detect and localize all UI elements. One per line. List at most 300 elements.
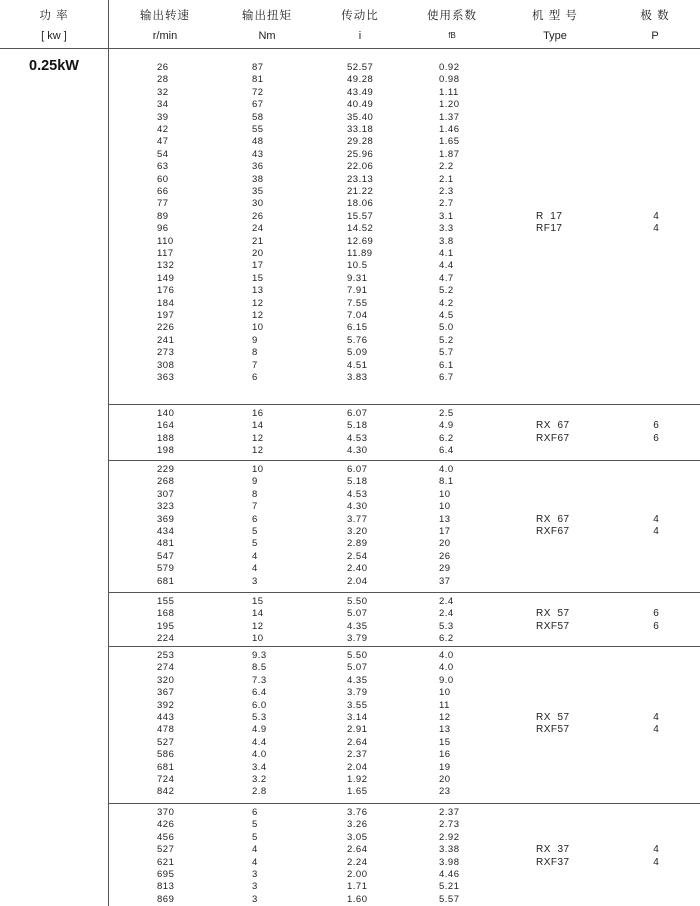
torque-cell: 35 [252, 186, 264, 197]
torque-cell: 4.9 [252, 724, 267, 736]
speed-cell: 168 [157, 608, 175, 620]
torque-cell: 43 [252, 148, 264, 160]
speed-cell: 184 [157, 297, 175, 309]
ratio-cell: 4.53 [347, 488, 368, 500]
header-ratio-title: 传动比 [341, 10, 379, 22]
factor-cell: 6.1 [439, 359, 454, 371]
speed-cell: 32 [157, 86, 169, 98]
ratio-cell: 43.49 [347, 86, 374, 98]
torque-cell: 5 [252, 526, 258, 537]
factor-cell: 2.7 [439, 198, 454, 210]
torque-cell: 67 [252, 99, 264, 111]
ratio-cell: 2.54 [347, 550, 368, 562]
ratio-cell: 25.96 [347, 148, 374, 160]
ratio-cell: 3.05 [347, 831, 368, 843]
torque-cell: 72 [252, 86, 264, 98]
torque-cell: 4 [252, 856, 258, 868]
speed-cell: 26 [157, 62, 169, 73]
ratio-cell: 2.91 [347, 724, 368, 736]
torque-cell: 3 [252, 869, 258, 880]
torque-cell: 3 [252, 881, 258, 893]
torque-cell: 3 [252, 893, 258, 905]
speed-cell: 60 [157, 173, 169, 185]
torque-cell: 36 [252, 161, 264, 173]
factor-cell: 13 [439, 724, 451, 736]
torque-cell: 4.4 [252, 736, 267, 748]
factor-cell: 4.0 [439, 662, 454, 674]
header-poles [620, 0, 690, 48]
factor-cell: 17 [439, 526, 451, 537]
type-label: RX 57 [536, 608, 570, 620]
factor-cell: 8.1 [439, 476, 454, 488]
speed-cell: 547 [157, 550, 175, 562]
factor-cell: 2.92 [439, 831, 460, 843]
pole-label: 4 [653, 856, 659, 868]
factor-cell: 1.46 [439, 124, 460, 135]
factor-cell: 4.5 [439, 310, 454, 321]
speed-cell: 155 [157, 596, 175, 607]
factor-cell: 16 [439, 749, 451, 761]
speed-cell: 132 [157, 260, 175, 272]
ratio-cell: 4.35 [347, 620, 368, 632]
ratio-cell: 35.40 [347, 111, 374, 123]
factor-cell: 1.37 [439, 111, 460, 123]
speed-cell: 307 [157, 488, 175, 500]
ratio-cell: 52.57 [347, 62, 374, 73]
ratio-cell: 5.50 [347, 596, 368, 607]
torque-cell: 12 [252, 445, 264, 457]
speed-cell: 434 [157, 526, 175, 537]
header-power-unit: [ kw ] [41, 30, 67, 42]
ratio-cell: 9.31 [347, 272, 368, 284]
factor-cell: 5.0 [439, 322, 454, 334]
factor-cell: 10 [439, 687, 451, 699]
ratio-cell: 2.40 [347, 563, 368, 575]
speed-cell: 367 [157, 687, 175, 699]
torque-cell: 3 [252, 575, 258, 587]
speed-cell: 241 [157, 334, 175, 346]
type-label: RX 67 [536, 420, 570, 432]
header-speed-title: 输出转速 [140, 10, 190, 22]
header-divider [0, 48, 700, 49]
ratio-cell: 12.69 [347, 235, 374, 247]
torque-cell: 10 [252, 633, 264, 645]
speed-cell: 176 [157, 285, 175, 297]
speed-cell: 47 [157, 136, 169, 148]
factor-cell: 10 [439, 501, 451, 513]
factor-cell: 0.98 [439, 74, 460, 86]
factor-cell: 10 [439, 488, 451, 500]
ratio-cell: 7.04 [347, 310, 368, 321]
factor-cell: 1.20 [439, 99, 460, 111]
type-label: RXF67 [536, 526, 570, 537]
torque-cell: 5 [252, 819, 258, 831]
pole-label: 4 [653, 526, 659, 537]
speed-cell: 813 [157, 881, 175, 893]
pole-label: 6 [653, 432, 659, 444]
speed-cell: 96 [157, 223, 169, 235]
ratio-cell: 6.07 [347, 408, 368, 419]
type-label: RXF57 [536, 724, 570, 736]
ratio-cell: 4.51 [347, 359, 368, 371]
factor-cell: 15 [439, 736, 451, 748]
factor-cell: 1.65 [439, 136, 460, 148]
speed-cell: 478 [157, 724, 175, 736]
torque-cell: 10 [252, 464, 264, 475]
speed-cell: 164 [157, 420, 175, 432]
pole-label: 6 [653, 608, 659, 620]
ratio-cell: 33.18 [347, 124, 374, 135]
ratio-cell: 40.49 [347, 99, 374, 111]
torque-cell: 7.3 [252, 674, 267, 686]
speed-cell: 149 [157, 272, 175, 284]
ratio-cell: 5.76 [347, 334, 368, 346]
header-type [515, 0, 595, 48]
group-divider [108, 803, 700, 804]
type-label: RF17 [536, 223, 563, 235]
torque-cell: 12 [252, 297, 264, 309]
ratio-cell: 14.52 [347, 223, 374, 235]
ratio-cell: 7.91 [347, 285, 368, 297]
header-speed [125, 0, 205, 48]
factor-cell: 29 [439, 563, 451, 575]
speed-cell: 426 [157, 819, 175, 831]
group-divider [108, 404, 700, 405]
torque-cell: 6 [252, 807, 258, 818]
torque-cell: 38 [252, 173, 264, 185]
speed-cell: 268 [157, 476, 175, 488]
speed-cell: 363 [157, 372, 175, 383]
factor-cell: 3.38 [439, 844, 460, 856]
ratio-cell: 22.06 [347, 161, 374, 173]
speed-cell: 724 [157, 774, 175, 785]
ratio-cell: 6.15 [347, 322, 368, 334]
torque-cell: 3.2 [252, 774, 267, 785]
speed-cell: 77 [157, 198, 169, 210]
factor-cell: 1.11 [439, 86, 459, 98]
factor-cell: 6.2 [439, 432, 454, 444]
ratio-cell: 3.79 [347, 633, 368, 645]
torque-cell: 6 [252, 372, 258, 383]
torque-cell: 4 [252, 563, 258, 575]
type-label: RX 57 [536, 711, 570, 723]
ratio-cell: 4.30 [347, 501, 368, 513]
ratio-cell: 5.07 [347, 662, 368, 674]
ratio-cell: 5.18 [347, 476, 368, 488]
factor-cell: 5.21 [439, 881, 460, 893]
speed-cell: 34 [157, 99, 169, 111]
pole-label: 4 [653, 513, 659, 525]
torque-cell: 14 [252, 608, 264, 620]
torque-cell: 15 [252, 596, 264, 607]
group-divider [108, 460, 700, 461]
speed-cell: 323 [157, 501, 175, 513]
factor-cell: 5.57 [439, 893, 460, 905]
speed-cell: 273 [157, 347, 175, 359]
type-label: RX 67 [536, 513, 570, 525]
header-ratio [320, 0, 400, 48]
factor-cell: 9.0 [439, 674, 454, 686]
speed-cell: 681 [157, 761, 175, 773]
pole-label: 4 [653, 844, 659, 856]
header-ratio-unit: i [358, 30, 362, 42]
torque-cell: 6.4 [252, 687, 267, 699]
ratio-cell: 3.79 [347, 687, 368, 699]
power-column-divider [108, 0, 109, 906]
factor-cell: 2.4 [439, 596, 454, 607]
type-label: R 17 [536, 210, 563, 222]
ratio-cell: 3.14 [347, 712, 368, 723]
speed-cell: 224 [157, 633, 175, 645]
factor-cell: 4.0 [439, 650, 454, 661]
torque-cell: 5 [252, 538, 258, 550]
speed-cell: 579 [157, 563, 175, 575]
torque-cell: 12 [252, 620, 264, 632]
speed-cell: 42 [157, 124, 169, 135]
torque-cell: 58 [252, 111, 264, 123]
torque-cell: 9 [252, 476, 258, 488]
factor-cell: 20 [439, 774, 451, 785]
torque-cell: 5.3 [252, 712, 267, 723]
header-factor-title: 使用系数 [427, 10, 477, 22]
torque-cell: 4 [252, 844, 258, 856]
factor-cell: 3.8 [439, 235, 454, 247]
speed-cell: 253 [157, 650, 175, 661]
ratio-cell: 1.92 [347, 774, 368, 785]
speed-cell: 456 [157, 831, 175, 843]
factor-cell: 12 [439, 712, 451, 723]
speed-cell: 66 [157, 186, 169, 197]
factor-cell: 2.73 [439, 819, 460, 831]
type-label: RXF67 [536, 432, 570, 444]
speed-cell: 63 [157, 161, 169, 173]
factor-cell: 4.46 [439, 869, 460, 880]
ratio-cell: 23.13 [347, 173, 374, 185]
factor-cell: 4.9 [439, 420, 454, 432]
ratio-cell: 5.18 [347, 420, 368, 432]
factor-cell: 5.3 [439, 620, 454, 632]
type-label: RXF37 [536, 856, 570, 868]
torque-cell: 15 [252, 272, 264, 284]
speed-cell: 195 [157, 620, 175, 632]
factor-cell: 2.37 [439, 807, 460, 818]
ratio-cell: 6.07 [347, 464, 368, 475]
factor-cell: 6.4 [439, 445, 454, 457]
torque-cell: 4 [252, 550, 258, 562]
ratio-cell: 3.77 [347, 513, 368, 525]
torque-cell: 7 [252, 501, 258, 513]
speed-cell: 527 [157, 844, 175, 856]
torque-cell: 24 [252, 223, 264, 235]
factor-cell: 19 [439, 761, 451, 773]
pole-label: 4 [653, 210, 659, 222]
ratio-cell: 2.64 [347, 736, 368, 748]
pole-label: 4 [653, 711, 659, 723]
ratio-cell: 5.07 [347, 608, 368, 620]
speed-cell: 621 [157, 856, 175, 868]
torque-cell: 20 [252, 248, 264, 259]
factor-cell: 3.1 [439, 210, 454, 222]
factor-cell: 3.3 [439, 223, 454, 235]
torque-cell: 6.0 [252, 699, 267, 711]
torque-cell: 14 [252, 420, 264, 432]
ratio-cell: 15.57 [347, 210, 374, 222]
speed-cell: 527 [157, 736, 175, 748]
factor-cell: 5.2 [439, 285, 454, 297]
speed-cell: 370 [157, 807, 175, 818]
header-power-title: 功 率 [39, 10, 69, 22]
speed-cell: 274 [157, 662, 175, 674]
speed-cell: 842 [157, 786, 175, 798]
header-type-unit: Type [543, 30, 567, 42]
header-torque [227, 0, 307, 48]
torque-cell: 8 [252, 488, 258, 500]
speed-cell: 198 [157, 445, 175, 457]
torque-cell: 16 [252, 408, 264, 419]
ratio-cell: 3.76 [347, 807, 368, 818]
factor-cell: 4.2 [439, 297, 454, 309]
torque-cell: 2.8 [252, 786, 267, 798]
torque-cell: 17 [252, 260, 264, 272]
torque-cell: 8.5 [252, 662, 267, 674]
header-torque-title: 输出扭矩 [242, 10, 292, 22]
ratio-cell: 3.26 [347, 819, 368, 831]
ratio-cell: 2.64 [347, 844, 368, 856]
speed-cell: 695 [157, 869, 175, 880]
factor-cell: 0.92 [439, 62, 460, 73]
ratio-cell: 3.20 [347, 526, 368, 537]
factor-cell: 2.2 [439, 161, 454, 173]
ratio-cell: 3.83 [347, 372, 368, 383]
speed-cell: 197 [157, 310, 175, 321]
group-divider [108, 646, 700, 647]
speed-cell: 117 [157, 248, 174, 259]
ratio-cell: 1.60 [347, 893, 368, 905]
ratio-cell: 2.04 [347, 575, 368, 587]
header-type-title: 机 型 号 [532, 10, 578, 22]
ratio-cell: 4.35 [347, 674, 368, 686]
ratio-cell: 2.37 [347, 749, 368, 761]
header-poles-unit: P [651, 30, 659, 42]
torque-cell: 5 [252, 831, 258, 843]
torque-cell: 9.3 [252, 650, 267, 661]
ratio-cell: 29.28 [347, 136, 374, 148]
ratio-cell: 3.55 [347, 699, 368, 711]
header-power [0, 0, 108, 48]
header-torque-unit: Nm [258, 30, 276, 42]
speed-cell: 54 [157, 148, 169, 160]
torque-cell: 21 [252, 235, 264, 247]
factor-cell: 6.7 [439, 372, 454, 383]
speed-cell: 140 [157, 408, 175, 419]
factor-cell: 6.2 [439, 633, 454, 645]
speed-cell: 481 [157, 538, 175, 550]
ratio-cell: 5.09 [347, 347, 368, 359]
ratio-cell: 10.5 [347, 260, 368, 272]
speed-cell: 392 [157, 699, 175, 711]
ratio-cell: 1.71 [347, 881, 368, 893]
speed-cell: 869 [157, 893, 175, 905]
pole-label: 6 [653, 620, 659, 632]
ratio-cell: 49.28 [347, 74, 374, 86]
torque-cell: 13 [252, 285, 264, 297]
factor-cell: 4.1 [439, 248, 454, 259]
torque-cell: 9 [252, 334, 258, 346]
header-factor-unit: fB [448, 31, 456, 40]
factor-cell: 23 [439, 786, 451, 798]
ratio-cell: 7.55 [347, 297, 368, 309]
factor-cell: 13 [439, 513, 451, 525]
speed-cell: 110 [157, 235, 174, 247]
type-label: RXF57 [536, 620, 570, 632]
ratio-cell: 5.50 [347, 650, 368, 661]
speed-cell: 39 [157, 111, 169, 123]
torque-cell: 81 [252, 74, 264, 86]
speed-cell: 681 [157, 575, 175, 587]
factor-cell: 26 [439, 550, 451, 562]
torque-cell: 4.0 [252, 749, 267, 761]
torque-cell: 12 [252, 310, 264, 321]
ratio-cell: 11.89 [347, 248, 373, 259]
ratio-cell: 4.53 [347, 432, 368, 444]
torque-cell: 6 [252, 513, 258, 525]
pole-label: 4 [653, 223, 659, 235]
power-value: 0.25kW [29, 58, 79, 74]
torque-cell: 30 [252, 198, 264, 210]
torque-cell: 3.4 [252, 761, 267, 773]
ratio-cell: 21.22 [347, 186, 374, 197]
speed-cell: 89 [157, 210, 169, 222]
ratio-cell: 4.30 [347, 445, 368, 457]
pole-label: 4 [653, 724, 659, 736]
speed-cell: 229 [157, 464, 175, 475]
ratio-cell: 1.65 [347, 786, 368, 798]
factor-cell: 20 [439, 538, 451, 550]
torque-cell: 48 [252, 136, 264, 148]
factor-cell: 4.7 [439, 272, 454, 284]
torque-cell: 7 [252, 359, 258, 371]
speed-cell: 443 [157, 712, 175, 723]
factor-cell: 3.98 [439, 856, 460, 868]
pole-label: 6 [653, 420, 659, 432]
factor-cell: 2.3 [439, 186, 454, 197]
speed-cell: 369 [157, 513, 175, 525]
factor-cell: 11 [439, 699, 450, 711]
ratio-cell: 2.04 [347, 761, 368, 773]
type-label: RX 37 [536, 844, 570, 856]
header-poles-title: 极 数 [640, 10, 670, 22]
factor-cell: 37 [439, 575, 451, 587]
factor-cell: 2.5 [439, 408, 454, 419]
torque-cell: 26 [252, 210, 264, 222]
header-factor [412, 0, 492, 48]
torque-cell: 12 [252, 432, 264, 444]
factor-cell: 2.1 [439, 173, 454, 185]
speed-cell: 320 [157, 674, 175, 686]
factor-cell: 5.2 [439, 334, 454, 346]
speed-cell: 28 [157, 74, 169, 86]
ratio-cell: 2.24 [347, 856, 368, 868]
factor-cell: 4.4 [439, 260, 454, 272]
torque-cell: 55 [252, 124, 264, 135]
factor-cell: 5.7 [439, 347, 454, 359]
speed-cell: 308 [157, 359, 175, 371]
speed-cell: 586 [157, 749, 175, 761]
torque-cell: 8 [252, 347, 258, 359]
ratio-cell: 2.89 [347, 538, 368, 550]
torque-cell: 10 [252, 322, 264, 334]
torque-cell: 87 [252, 62, 264, 73]
